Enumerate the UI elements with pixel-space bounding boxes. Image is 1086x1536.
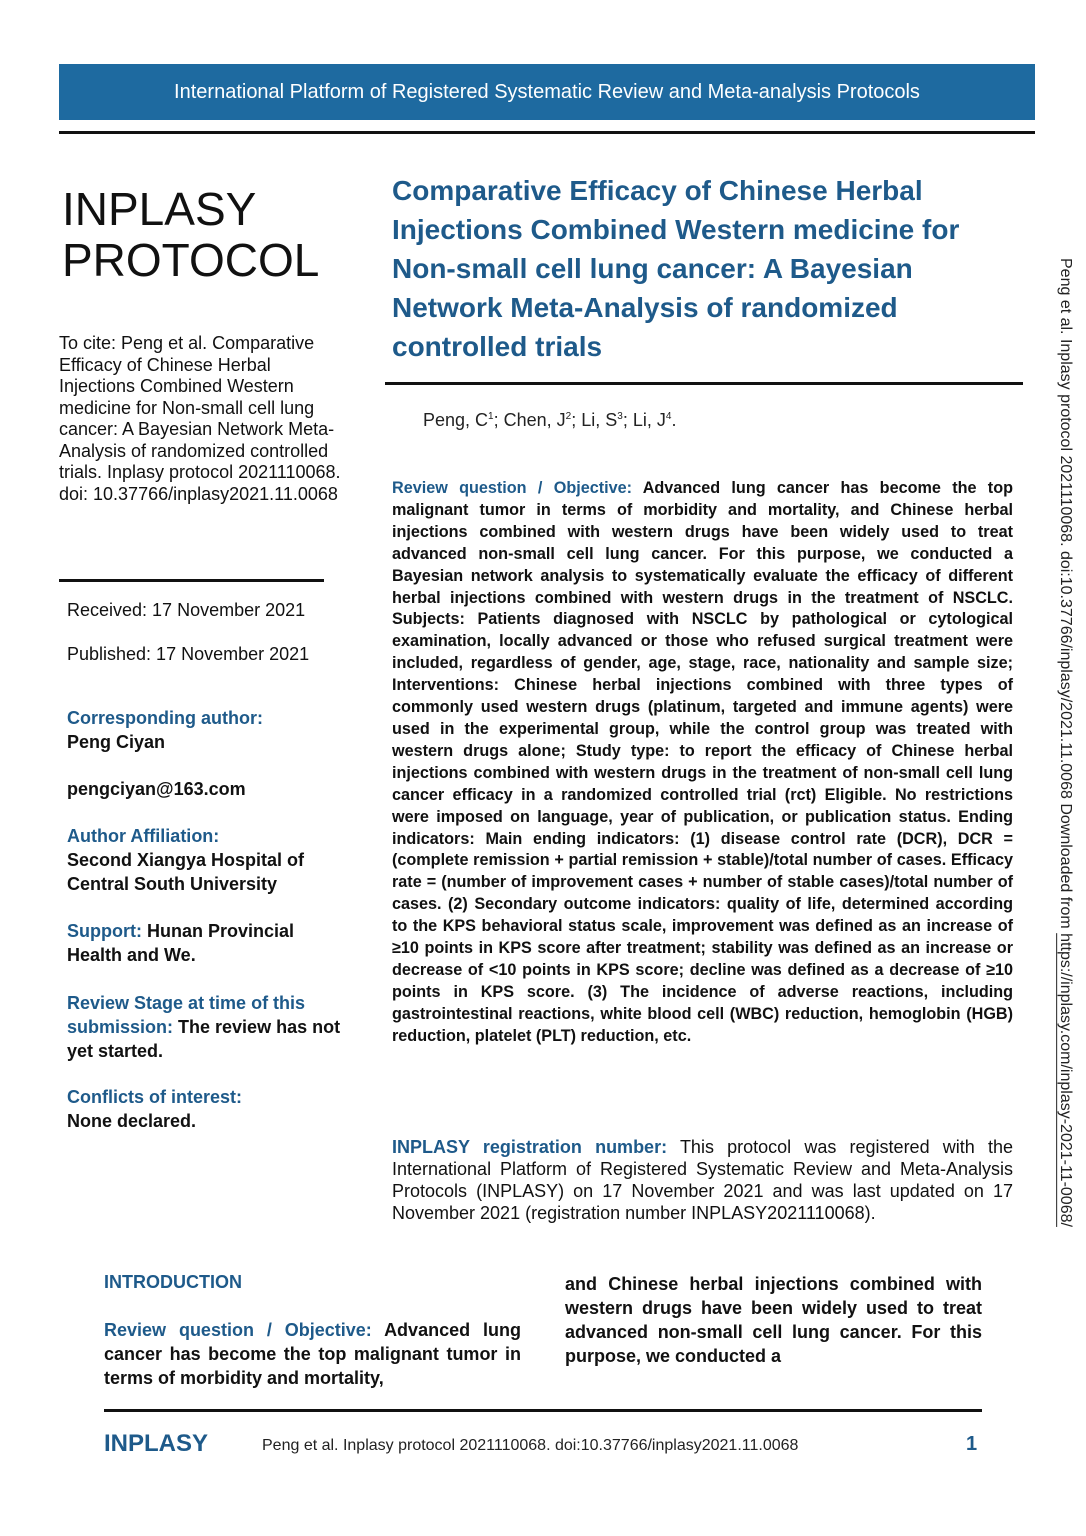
received-date: Received: 17 November 2021 [67, 600, 306, 620]
review-stage-value: The review has not yet started. [67, 1017, 341, 1061]
author: Peng, $C^1$; [423, 410, 504, 430]
review-stage-block [67, 991, 352, 1063]
affiliation-block [67, 824, 352, 896]
abstract-text: Advanced lung cancer has become the top malignant tumor in terms of morbidity and mortality, and Chinese herbal injections combined with western drugs have been widely used to treat advanced non-small cell lung cancer. For this purpose, we conducted a Bayesian network analysis to systematically evaluate the efficacy of different herbal injections combined with western drugs in the treatment of NSCLC. Subjects: Patients diagnosed with NSCLC by pathological or cytological examination, locally advanced or those who refused surgical treatment were included, regardless of gender, age, stage, race, nationality and sample size; Interventions: Chinese herbal injections combined with three types of commonly used western drugs (platinum, targeted and immune agents) were used in the experimental group, while the control group was treated with western drugs alone; Study type: to report the efficacy of Chinese herbal injections combined with western drugs in the treatment of non-small cell lung cancer efficacy in a randomized controlled trial (rct) Eligible. No restrictions were imposed on language, year of publication, or publication status. Ending indicators: Main ending indicators: (1) disease control rate (DCR), DCR = (complete remission + partial remission + stable)/total number of cases. Efficacy rate = (number of improvement cases + number of stable cases)/total number of cases. (2) Secondary outcome indicators: quality of life, determined according to the KPS behavioral status scale, improvement was defined as an increase of ≥10 points in KPS score after treatment; stability was defined as an increase or decrease of <10 points in KPS score; decline was defined as a decrease of ≥10 points in KPS score. (3) The incidence of adverse reactions, including gastrointestinal reactions, white blood cell (WBC) reduction, hemoglobin (HGB) reduction, platelet (PLT) reduction, etc. [392, 479, 1013, 1045]
introduction-left-text: Advanced lung cancer has become the top malignant tumor in terms of morbidity and mortality, [104, 1320, 521, 1388]
introduction-right-column: and Chinese herbal injections combined with western drugs have been widely used to treat advanced non-small cell lung cancer. For this purpose, we conducted a [565, 1274, 982, 1366]
brand-line-1: INPLASY [62, 183, 257, 235]
author: Chen, $J^2$; [503, 410, 582, 430]
conflicts-value: None declared. [67, 1111, 197, 1131]
registration-label: INPLASY registration number: [392, 1137, 668, 1157]
brand-title [62, 184, 362, 286]
corresponding-author-block [67, 706, 352, 801]
download-link[interactable]: https://inplasy.com/inplasy-2021-11-0068/ [1057, 933, 1074, 1227]
paper-title: Comparative Efficacy of Chinese Herbal Injections Combined Western medicine for Non-small cell lung cancer: A Bayesian Network Meta-Analysis of randomized controlled trials [392, 175, 960, 362]
abstract-label: Review question / Objective: [392, 479, 632, 497]
support-value: Hunan Provincial Health and We. [67, 921, 295, 965]
citation-text: To cite: Peng et al. Comparative Efficacy of Chinese Herbal Injections Combined Western medicine for Non-small cell lung cancer: A Bayesian Network Meta-Analysis of randomized controlled trials. Inplasy protocol 2021110068. doi: 10.37766/inplasy2021.11.0068 [59, 333, 341, 504]
introduction-heading: INTRODUCTION [104, 1272, 242, 1292]
introduction-left-column [104, 1318, 521, 1390]
support-label: Support: [67, 921, 142, 941]
vertical-note-text: Peng et al. Inplasy protocol 2021110068. doi:10.37766/inplasy/2021.11.0068 Downloaded from [1057, 258, 1074, 934]
author: Li, $J^4$. [632, 410, 677, 430]
author: Li, $S^3$; [581, 410, 633, 430]
published-date: Published: 17 November 2021 [67, 644, 310, 664]
sidebar-rule [59, 579, 324, 582]
header-rule [59, 131, 1035, 134]
review-stage-label: Review Stage at time of this submission: [67, 993, 306, 1037]
affiliation-value: Second Xiangya Hospital of Central South University [67, 850, 305, 894]
author-list [423, 410, 676, 431]
abstract [392, 478, 1013, 1048]
vertical-download-note [1056, 258, 1074, 1227]
page-number: 1 [966, 1433, 978, 1455]
support-block [67, 919, 352, 967]
registration-block [392, 1136, 1013, 1224]
corresponding-author-name: Peng Ciyan [67, 732, 166, 752]
journal-banner: International Platform of Registered Systematic Review and Meta-analysis Protocols [59, 64, 1035, 120]
footer-brand: INPLASY [104, 1430, 209, 1457]
footer-rule [104, 1409, 982, 1412]
conflicts-label: Conflicts of interest: [67, 1087, 243, 1107]
title-rule [385, 382, 1023, 385]
conflicts-block [67, 1085, 352, 1133]
registration-text: This protocol was registered with the International Platform of Registered Systematic Review and Meta-Analysis Protocols (INPLASY) on 17 November 2021 and was last updated on 17 November 2021 (registration number INPLASY2021110068). [392, 1137, 1013, 1223]
brand-line-2: PROTOCOL [62, 234, 320, 286]
footer-citation: Peng et al. Inplasy protocol 2021110068. doi:10.37766/inplasy2021.11.0068 [262, 1437, 799, 1454]
corresponding-author-email[interactable]: pengciyan@163.com [67, 779, 246, 799]
introduction-label: Review question / Objective: [104, 1320, 372, 1340]
corresponding-author-label: Corresponding author: [67, 708, 263, 728]
affiliation-label: Author Affiliation: [67, 826, 220, 846]
